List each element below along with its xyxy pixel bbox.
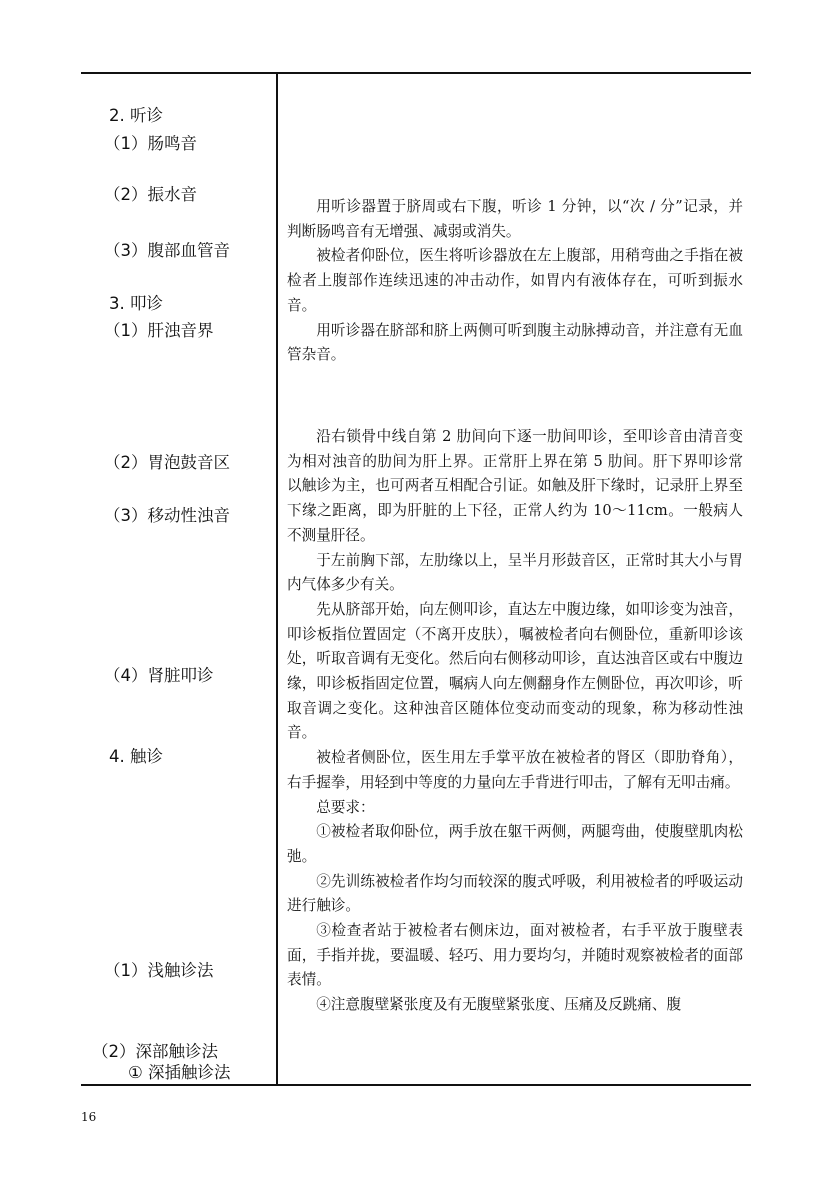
heading-auscultation: 2. 听诊 [109,106,163,125]
heading-vascular-sounds: （3）腹部血管音 [104,241,230,260]
heading-liver-dullness: （1）肝浊音界 [104,321,214,340]
table-bottom-rule [81,1084,751,1086]
column-divider [276,72,278,1084]
heading-shifting-dullness: （3）移动性浊音 [104,506,230,525]
heading-succussion-splash: （2）振水音 [104,185,197,204]
body-block-auscultation [287,195,743,368]
paragraph-shifting-dullness: 先从脐部开始，向左侧叩诊，直达左中腹边缘，如叩诊变为浊音，叩诊板指位置固定（不离开皮肤），嘱被检者向右侧卧位，重新叩诊该处，听取音调有无变化。然后向右侧移动叩诊，直达浊音区或右中腹边缘，叩诊板指固定位置，嘱病人向左侧翻身作左侧卧位，再次叩诊，听取音调之变化。这种浊音区随体位变动而变动的现象，称为移动性浊音。 [287,600,743,742]
paragraph-requirement-1: ①被检者取仰卧位，两手放在躯干两侧，两腿弯曲，使腹壁肌肉松弛。 [287,823,743,865]
heading-gastric-tympany: （2）胃泡鼓音区 [104,453,230,472]
heading-kidney-percussion: （4）肾脏叩诊 [104,666,214,685]
paragraph-requirement-4: ④注意腹壁紧张度及有无腹壁紧张度、压痛及反跳痛、腹 [316,996,682,1014]
page-number: 16 [81,1110,97,1124]
paragraph-requirement-3: ③检查者站于被检者右侧床边，面对被检者，右手平放于腹壁表面，手指并拢，要温暖、轻巧、用力要均匀，并随时观察被检者的面部表情。 [287,922,743,989]
heading-deep-palpation: （2）深部触诊法 [92,1042,218,1061]
heading-palpation: 4. 触诊 [109,747,163,766]
paragraph-general-requirements: 总要求： [316,798,375,816]
paragraph-requirement-2: ②先训练被检者作均匀而较深的腹式呼吸，利用被检者的呼吸运动进行触诊。 [287,872,743,915]
paragraph-succussion-splash: 被检者仰卧位，医生将听诊器放在左上腹部，用稍弯曲之手指在被检者上腹部作连续迅速的冲击动作，如胃内有液体存在，可听到振水音。 [287,247,743,314]
paragraph-vascular-sounds: 用听诊器在脐部和脐上两侧可听到腹主动脉搏动音，并注意有无血管杂音。 [287,321,743,364]
paragraph-liver-dullness: 沿右锁骨中线自第 2 肋间向下逐一肋间叩诊，至叩诊音由清音变为相对浊音的肋间为肝上界。正常肝上界在第 5 肋间。肝下界叩诊常以触诊为主，也可两者互相配合引证。如触及肝下缘时，记录肝上界至下缘之距离，即为肝脏的上下径，正常人约为 10～11cm。一般病人不测量肝径。 [287,428,743,544]
heading-bowel-sounds: （1）肠鸣音 [104,134,197,153]
table-top-rule [81,72,751,74]
body-block-percussion-palpation [287,425,743,1018]
paragraph-gastric-tympany: 于左前胸下部，左肋缘以上，呈半月形鼓音区，正常时其大小与胃内气体多少有关。 [287,551,743,594]
heading-percussion: 3. 叩诊 [109,294,163,313]
heading-light-palpation: （1）浅触诊法 [104,961,214,980]
paragraph-bowel-sounds: 用听诊器置于脐周或右下腹，听诊 1 分钟，以“次 / 分”记录，并判断肠鸣音有无增强、减弱或消失。 [287,198,743,240]
heading-deep-insert-palpation: ① 深插触诊法 [128,1063,231,1082]
paragraph-kidney-percussion: 被检者侧卧位，医生用左手掌平放在被检者的肾区（即肋脊角），右手握拳，用轻到中等度的力量向左手背进行叩击，了解有无叩击痛。 [287,749,743,791]
